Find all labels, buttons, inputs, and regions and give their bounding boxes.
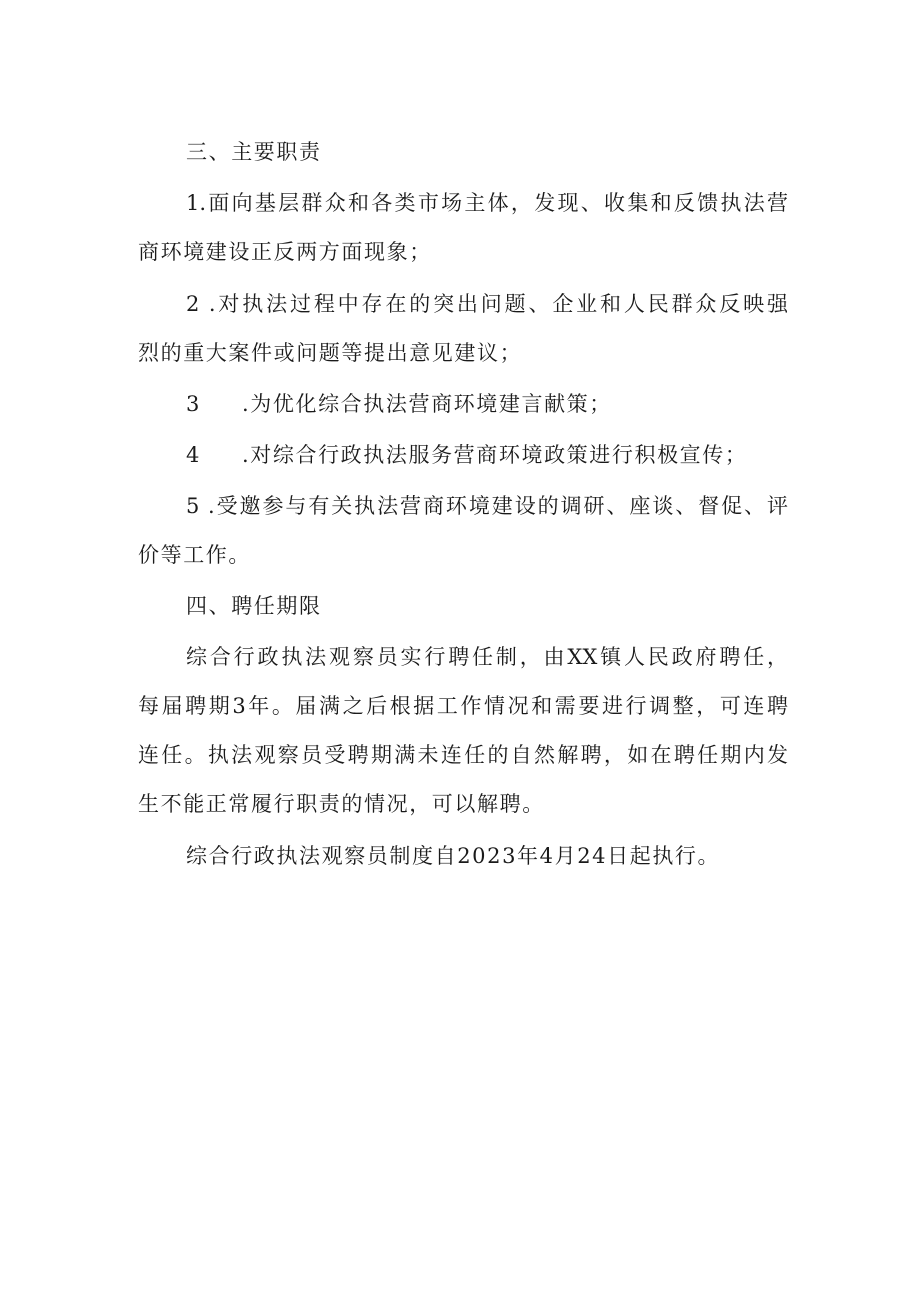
- term-paragraph-line-4: 生不能正常履行职责的情况，可以解聘。: [138, 792, 545, 816]
- duty-item-1: [138, 179, 788, 277]
- duty-item-5-line-2: 价等工作。: [138, 543, 251, 567]
- duty-item-1-line-2: 商环境建设正反两方面现象；: [138, 240, 432, 264]
- term-paragraph: [138, 633, 788, 829]
- duty-item-2-line-2: 烈的重大案件或问题等提出意见建议；: [138, 341, 523, 365]
- duty-item-1-line-1: 1.面向基层群众和各类市场主体，发现、收集和反馈执法营: [186, 191, 788, 215]
- duty-item-3-number: 3: [186, 392, 201, 416]
- duty-item-3-text: .为优化综合执法营商环境建言献策；: [242, 392, 612, 416]
- term-paragraph-line-2: 每届聘期3年。届满之后根据工作情况和需要进行调整，可连聘: [138, 694, 788, 718]
- duty-item-4-text: .对综合行政执法服务营商环境政策进行积极宣传；: [242, 443, 748, 467]
- document-page: [138, 128, 788, 881]
- duty-item-2-line-1: 2 .对执法过程中存在的突出问题、企业和人民群众反映强: [186, 292, 788, 316]
- duty-item-4: [138, 431, 788, 480]
- duty-item-4-number: 4: [186, 443, 201, 467]
- duty-item-5-line-1: 5 .受邀参与有关执法营商环境建设的调研、座谈、督促、评: [186, 494, 788, 518]
- term-paragraph-line-3: 连任。执法观察员受聘期满未连任的自然解聘，如在聘任期内发: [138, 743, 788, 767]
- section-heading-term: 四、聘任期限: [186, 594, 322, 618]
- duty-item-3: [138, 380, 788, 429]
- term-paragraph-line-1: 综合行政执法观察员实行聘任制，由XX镇人民政府聘任，: [186, 645, 788, 669]
- section-heading-duties: 三、主要职责: [186, 140, 322, 164]
- duty-item-5: [138, 482, 788, 580]
- closing-statement: 综合行政执法观察员制度自2023年4月24日起执行。: [186, 844, 721, 868]
- duty-item-2: [138, 280, 788, 378]
